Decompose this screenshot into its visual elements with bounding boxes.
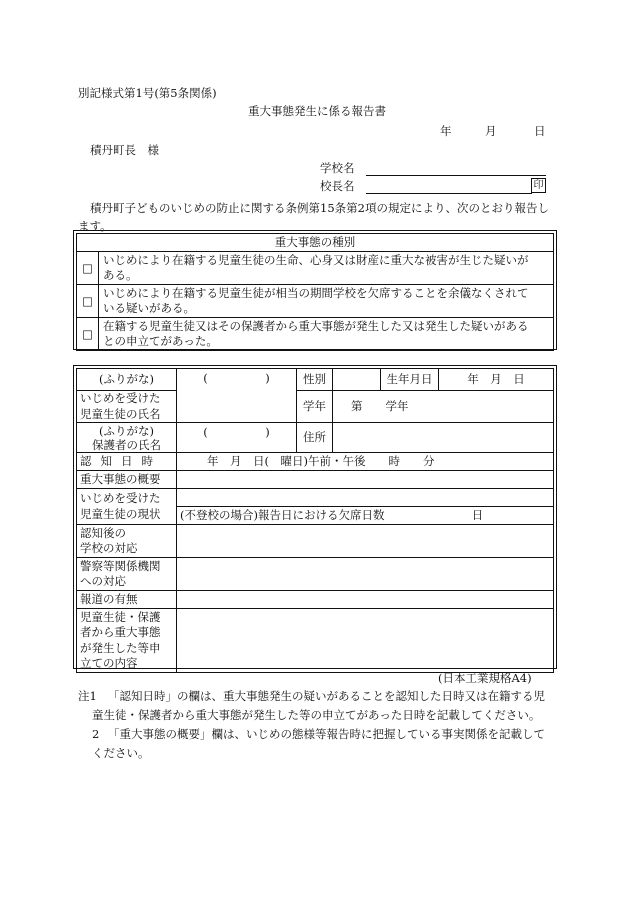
note1-number: 注1 — [78, 689, 97, 703]
date-year: 年 — [440, 124, 452, 138]
type-row — [77, 285, 554, 318]
type-text: いじめにより在籍する児童生徒が相当の期間学校を欠席することを余儀なくされて — [103, 286, 529, 300]
guardian-name-field[interactable]: ( ) — [177, 423, 297, 453]
school-response-label — [77, 525, 177, 558]
label-text: 児童生徒の現状 — [80, 506, 161, 521]
address-field[interactable] — [333, 423, 554, 453]
absence-text: (不登校の場合)報告日における欠席日数 — [180, 507, 385, 522]
sex-field[interactable] — [333, 369, 381, 391]
overview-label: 重大事態の概要 — [77, 471, 177, 489]
status-field[interactable] — [177, 489, 554, 507]
label-text: 立ての内容 — [80, 656, 138, 670]
types-header: 重大事態の種別 — [77, 234, 554, 252]
note2-line1: 「重大事態の概要」欄は、いじめの態様等報告時に把握している事実関係を記載して — [108, 727, 545, 741]
victim-name-label — [77, 391, 177, 423]
label-text: 警察等関係機関 — [80, 558, 161, 573]
principal-line — [366, 193, 532, 194]
birth-label: 生年月日 — [381, 369, 439, 391]
police-label — [77, 558, 177, 591]
recognition-field[interactable]: 年 月 日( 曜日)午前・午後 時 分 — [177, 453, 554, 471]
label-text: 学校の対応 — [80, 541, 138, 555]
addressee: 積丹町長 様 — [90, 143, 159, 157]
type-row — [77, 318, 554, 351]
police-field[interactable] — [177, 558, 554, 591]
status-label — [77, 489, 177, 525]
checkbox[interactable]: □ — [77, 285, 99, 318]
sex-label: 性別 — [297, 369, 333, 391]
type-text: との申立てがあった。 — [103, 334, 218, 348]
paper-size-note: (日本工業規格A4) — [438, 671, 532, 685]
seal-mark: 印 — [531, 178, 546, 193]
note2-line2: ください。 — [92, 746, 150, 760]
checkbox[interactable]: □ — [77, 252, 99, 285]
label-text: 認知日時 — [80, 453, 162, 468]
victim-name-field[interactable]: ( ) — [177, 369, 297, 423]
intro-text-line1: 積丹町子どものいじめの防止に関する条例第15条第2項の規定により、次のとおり報告し — [90, 201, 549, 215]
document-title: 重大事態発生に係る報告書 — [248, 104, 386, 118]
type-text: いじめにより在籍する児童生徒の生命、心身又は財産に重大な被害が生じた疑いが — [103, 253, 529, 267]
press-field[interactable] — [177, 591, 554, 609]
label-text: 者から重大事態 — [80, 625, 161, 639]
principal-label: 校長名 — [320, 179, 355, 193]
furigana-label: (ふりがな) — [77, 369, 177, 391]
grade-field[interactable]: 第 学年 — [333, 391, 554, 423]
type-text: いる疑いがある。 — [103, 301, 195, 315]
type-text: ある。 — [103, 268, 138, 282]
note1-line2: 童生徒・保護者から重大事態が発生した等の申立てがあった日時を記載してください。 — [92, 708, 541, 722]
label-text: 児童生徒の氏名 — [80, 406, 161, 421]
press-label: 報道の有無 — [77, 591, 177, 609]
recognition-label — [77, 453, 177, 471]
label-text: への対応 — [80, 574, 126, 588]
label-text: が発生した等申 — [80, 640, 161, 655]
form-number: 別記様式第1号(第5条関係) — [78, 86, 217, 100]
school-name-label: 学校名 — [320, 161, 355, 175]
grade-label: 学年 — [297, 391, 333, 423]
birth-field[interactable]: 年 月 日 — [439, 369, 554, 391]
label-text: いじめを受けた — [80, 391, 161, 405]
date-month: 月 — [485, 124, 497, 138]
type-text: 在籍する児童生徒又はその保護者から重大事態が発生した又は発生した疑いがある — [103, 319, 529, 333]
report-table — [76, 368, 554, 673]
label-text: いじめを受けた — [80, 491, 161, 505]
absence-unit: 日 — [471, 507, 484, 522]
label-text: 児童生徒・保護 — [80, 609, 161, 624]
overview-field[interactable] — [177, 471, 554, 489]
school-response-field[interactable] — [177, 525, 554, 558]
types-table — [76, 233, 554, 351]
address-label: 住所 — [297, 423, 333, 453]
claim-label — [77, 609, 177, 673]
type-row — [77, 252, 554, 285]
claim-field[interactable] — [177, 609, 554, 673]
label-text: 保護者の氏名 — [92, 437, 161, 452]
note2-number: 2 — [92, 727, 100, 741]
checkbox[interactable]: □ — [77, 318, 99, 351]
guardian-name-label — [77, 423, 177, 453]
label-text: (ふりがな) — [99, 423, 154, 438]
date-day: 日 — [534, 124, 546, 138]
label-text: 認知後の — [80, 525, 126, 540]
note1-line1: 「認知日時」の欄は、重大事態発生の疑いがあることを認知した日時又は在籍する児 — [108, 689, 545, 703]
school-name-line — [366, 175, 546, 176]
intro-text-line2: ます。 — [78, 219, 112, 233]
absence-row[interactable] — [177, 507, 554, 525]
